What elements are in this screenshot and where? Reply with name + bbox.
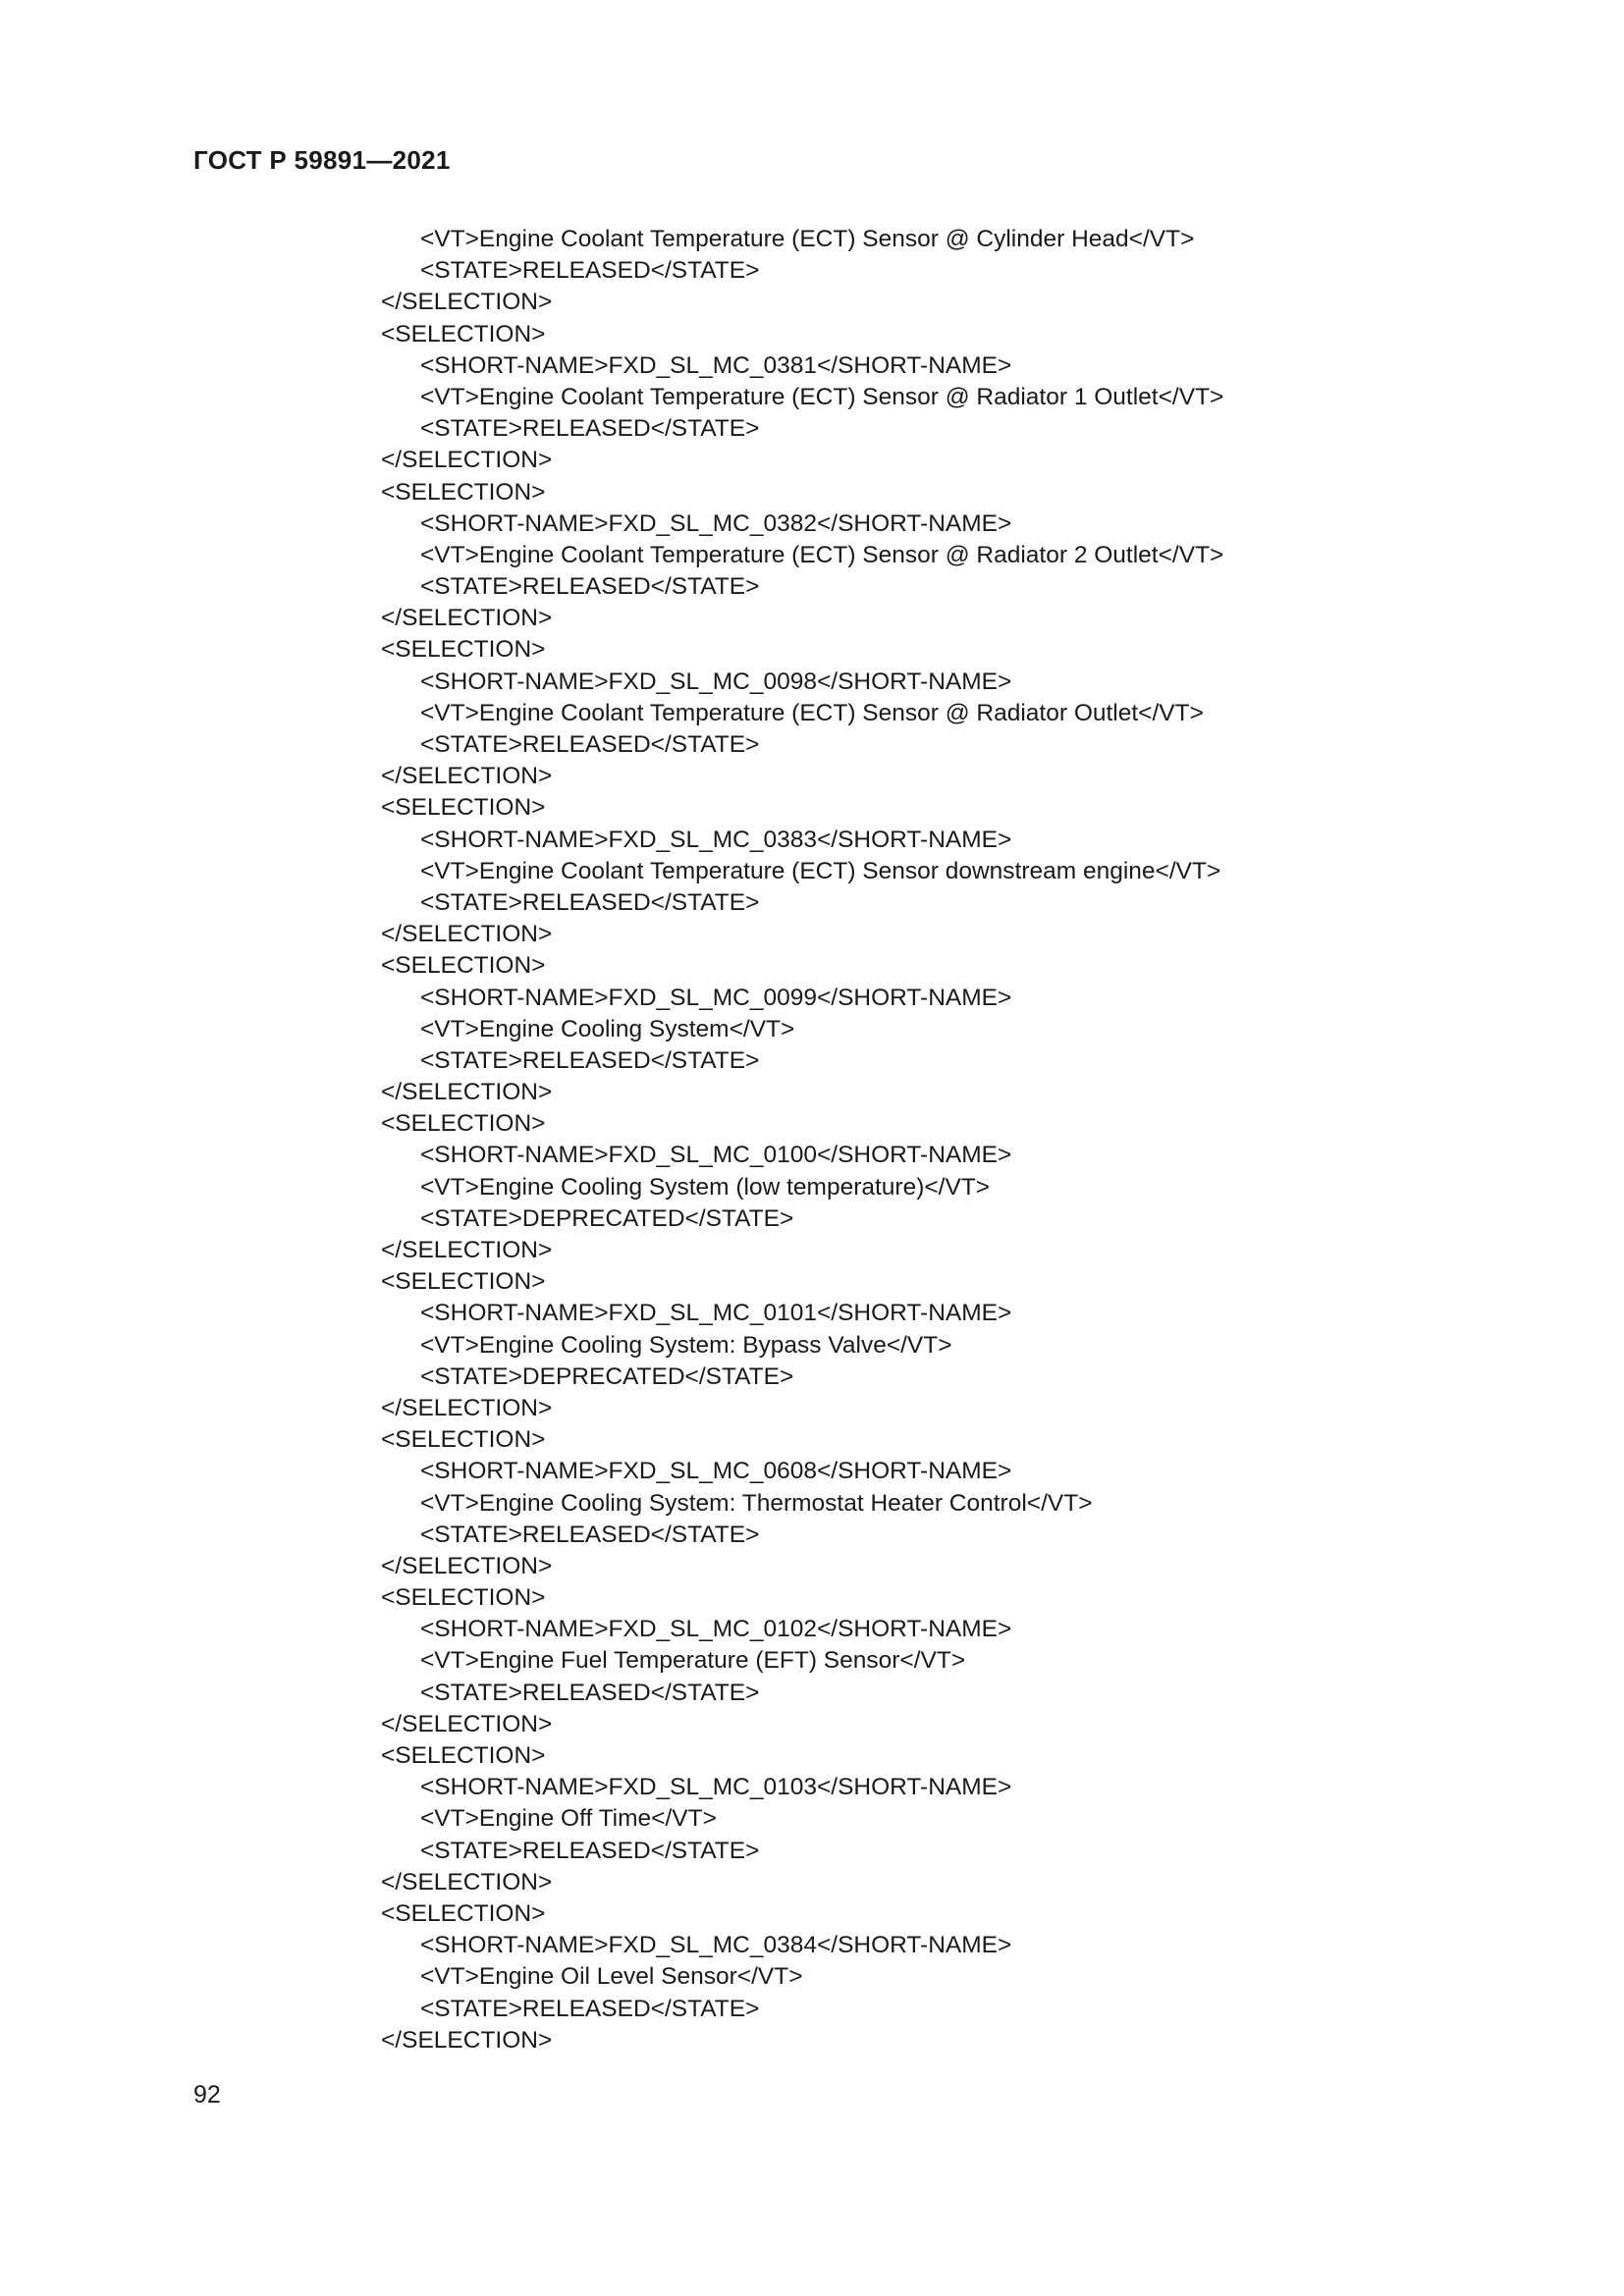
code-line: <SHORT-NAME>FXD_SL_MC_0100</SHORT-NAME> xyxy=(420,1142,1012,1169)
code-line: <SHORT-NAME>FXD_SL_MC_0101</SHORT-NAME> xyxy=(420,1300,1012,1327)
code-line: <STATE>RELEASED</STATE> xyxy=(420,731,760,758)
code-line: <STATE>RELEASED</STATE> xyxy=(420,573,760,601)
code-line: <SELECTION> xyxy=(381,1742,546,1769)
code-line: <SELECTION> xyxy=(381,1584,546,1612)
code-line: <VT>Engine Cooling System</VT> xyxy=(420,1015,795,1042)
code-line: <SHORT-NAME>FXD_SL_MC_0098</SHORT-NAME> xyxy=(420,667,1012,695)
code-line: <SELECTION> xyxy=(381,478,546,506)
code-line: <STATE>RELEASED</STATE> xyxy=(420,1995,760,2022)
code-line: </SELECTION> xyxy=(381,1237,553,1263)
code-line: <SHORT-NAME>FXD_SL_MC_0099</SHORT-NAME> xyxy=(420,984,1012,1011)
code-line: <SELECTION> xyxy=(381,1899,546,1927)
code-line: <SHORT-NAME>FXD_SL_MC_0608</SHORT-NAME> xyxy=(420,1458,1012,1485)
code-line: </SELECTION> xyxy=(381,1079,553,1106)
code-line: </SELECTION> xyxy=(381,447,553,474)
code-line: <SELECTION> xyxy=(381,636,546,664)
code-line: <SHORT-NAME>FXD_SL_MC_0382</SHORT-NAME> xyxy=(420,509,1012,537)
code-line: <VT>Engine Coolant Temperature (ECT) Sensor @ Cylinder Head</VT> xyxy=(420,226,1195,252)
code-line: </SELECTION> xyxy=(381,1394,553,1421)
code-line: <VT>Engine Off Time</VT> xyxy=(420,1805,717,1833)
code-line: <STATE>RELEASED</STATE> xyxy=(420,257,760,285)
code-line: <STATE>RELEASED</STATE> xyxy=(420,1046,760,1074)
code-line: <SHORT-NAME>FXD_SL_MC_0381</SHORT-NAME> xyxy=(420,351,1012,379)
code-line: <VT>Engine Coolant Temperature (ECT) Sensor @ Radiator Outlet</VT> xyxy=(420,699,1204,726)
code-line: <VT>Engine Coolant Temperature (ECT) Sensor @ Radiator 1 Outlet</VT> xyxy=(420,383,1224,410)
code-line: <VT>Engine Cooling System: Thermostat Heater Control</VT> xyxy=(420,1489,1093,1517)
code-line: <SELECTION> xyxy=(381,1110,546,1138)
code-line: </SELECTION> xyxy=(381,763,553,790)
code-line: <STATE>RELEASED</STATE> xyxy=(420,1837,760,1864)
code-line: <SELECTION> xyxy=(381,1426,546,1454)
code-line: <STATE>DEPRECATED</STATE> xyxy=(420,1362,794,1390)
code-line: </SELECTION> xyxy=(381,1552,553,1579)
code-line: <VT>Engine Cooling System: Bypass Valve</VT> xyxy=(420,1331,952,1359)
code-line: <STATE>RELEASED</STATE> xyxy=(420,1679,760,1706)
code-line: <STATE>RELEASED</STATE> xyxy=(420,415,760,443)
code-line: <VT>Engine Oil Level Sensor</VT> xyxy=(420,1963,803,1991)
code-line: <SELECTION> xyxy=(381,1268,546,1296)
code-line: <VT>Engine Fuel Temperature (EFT) Sensor</VT> xyxy=(420,1647,966,1675)
code-line: <SHORT-NAME>FXD_SL_MC_0383</SHORT-NAME> xyxy=(420,826,1012,853)
code-line: <VT>Engine Coolant Temperature (ECT) Sensor @ Radiator 2 Outlet</VT> xyxy=(420,541,1224,568)
code-line: </SELECTION> xyxy=(381,289,553,316)
code-line: </SELECTION> xyxy=(381,921,553,948)
code-line: <SELECTION> xyxy=(381,794,546,822)
code-line: </SELECTION> xyxy=(381,1868,553,1896)
page-number: 92 xyxy=(193,2081,221,2109)
code-line: <SHORT-NAME>FXD_SL_MC_0103</SHORT-NAME> xyxy=(420,1774,1012,1801)
xml-code-listing xyxy=(381,224,1461,2056)
code-line: <STATE>DEPRECATED</STATE> xyxy=(420,1204,794,1232)
page-header: ГОСТ Р 59891—2021 xyxy=(193,145,451,175)
code-line: </SELECTION> xyxy=(381,605,553,632)
code-line: <VT>Engine Cooling System (low temperature)</VT> xyxy=(420,1173,991,1201)
code-line: </SELECTION> xyxy=(381,1710,553,1737)
code-line: </SELECTION> xyxy=(381,2026,553,2054)
code-line: <STATE>RELEASED</STATE> xyxy=(420,888,760,916)
code-line: <SHORT-NAME>FXD_SL_MC_0102</SHORT-NAME> xyxy=(420,1616,1012,1643)
code-line: <SHORT-NAME>FXD_SL_MC_0384</SHORT-NAME> xyxy=(420,1932,1012,1959)
code-line: <STATE>RELEASED</STATE> xyxy=(420,1521,760,1548)
code-line: <VT>Engine Coolant Temperature (ECT) Sensor downstream engine</VT> xyxy=(420,857,1221,884)
code-line: <SELECTION> xyxy=(381,320,546,347)
code-line: <SELECTION> xyxy=(381,952,546,980)
